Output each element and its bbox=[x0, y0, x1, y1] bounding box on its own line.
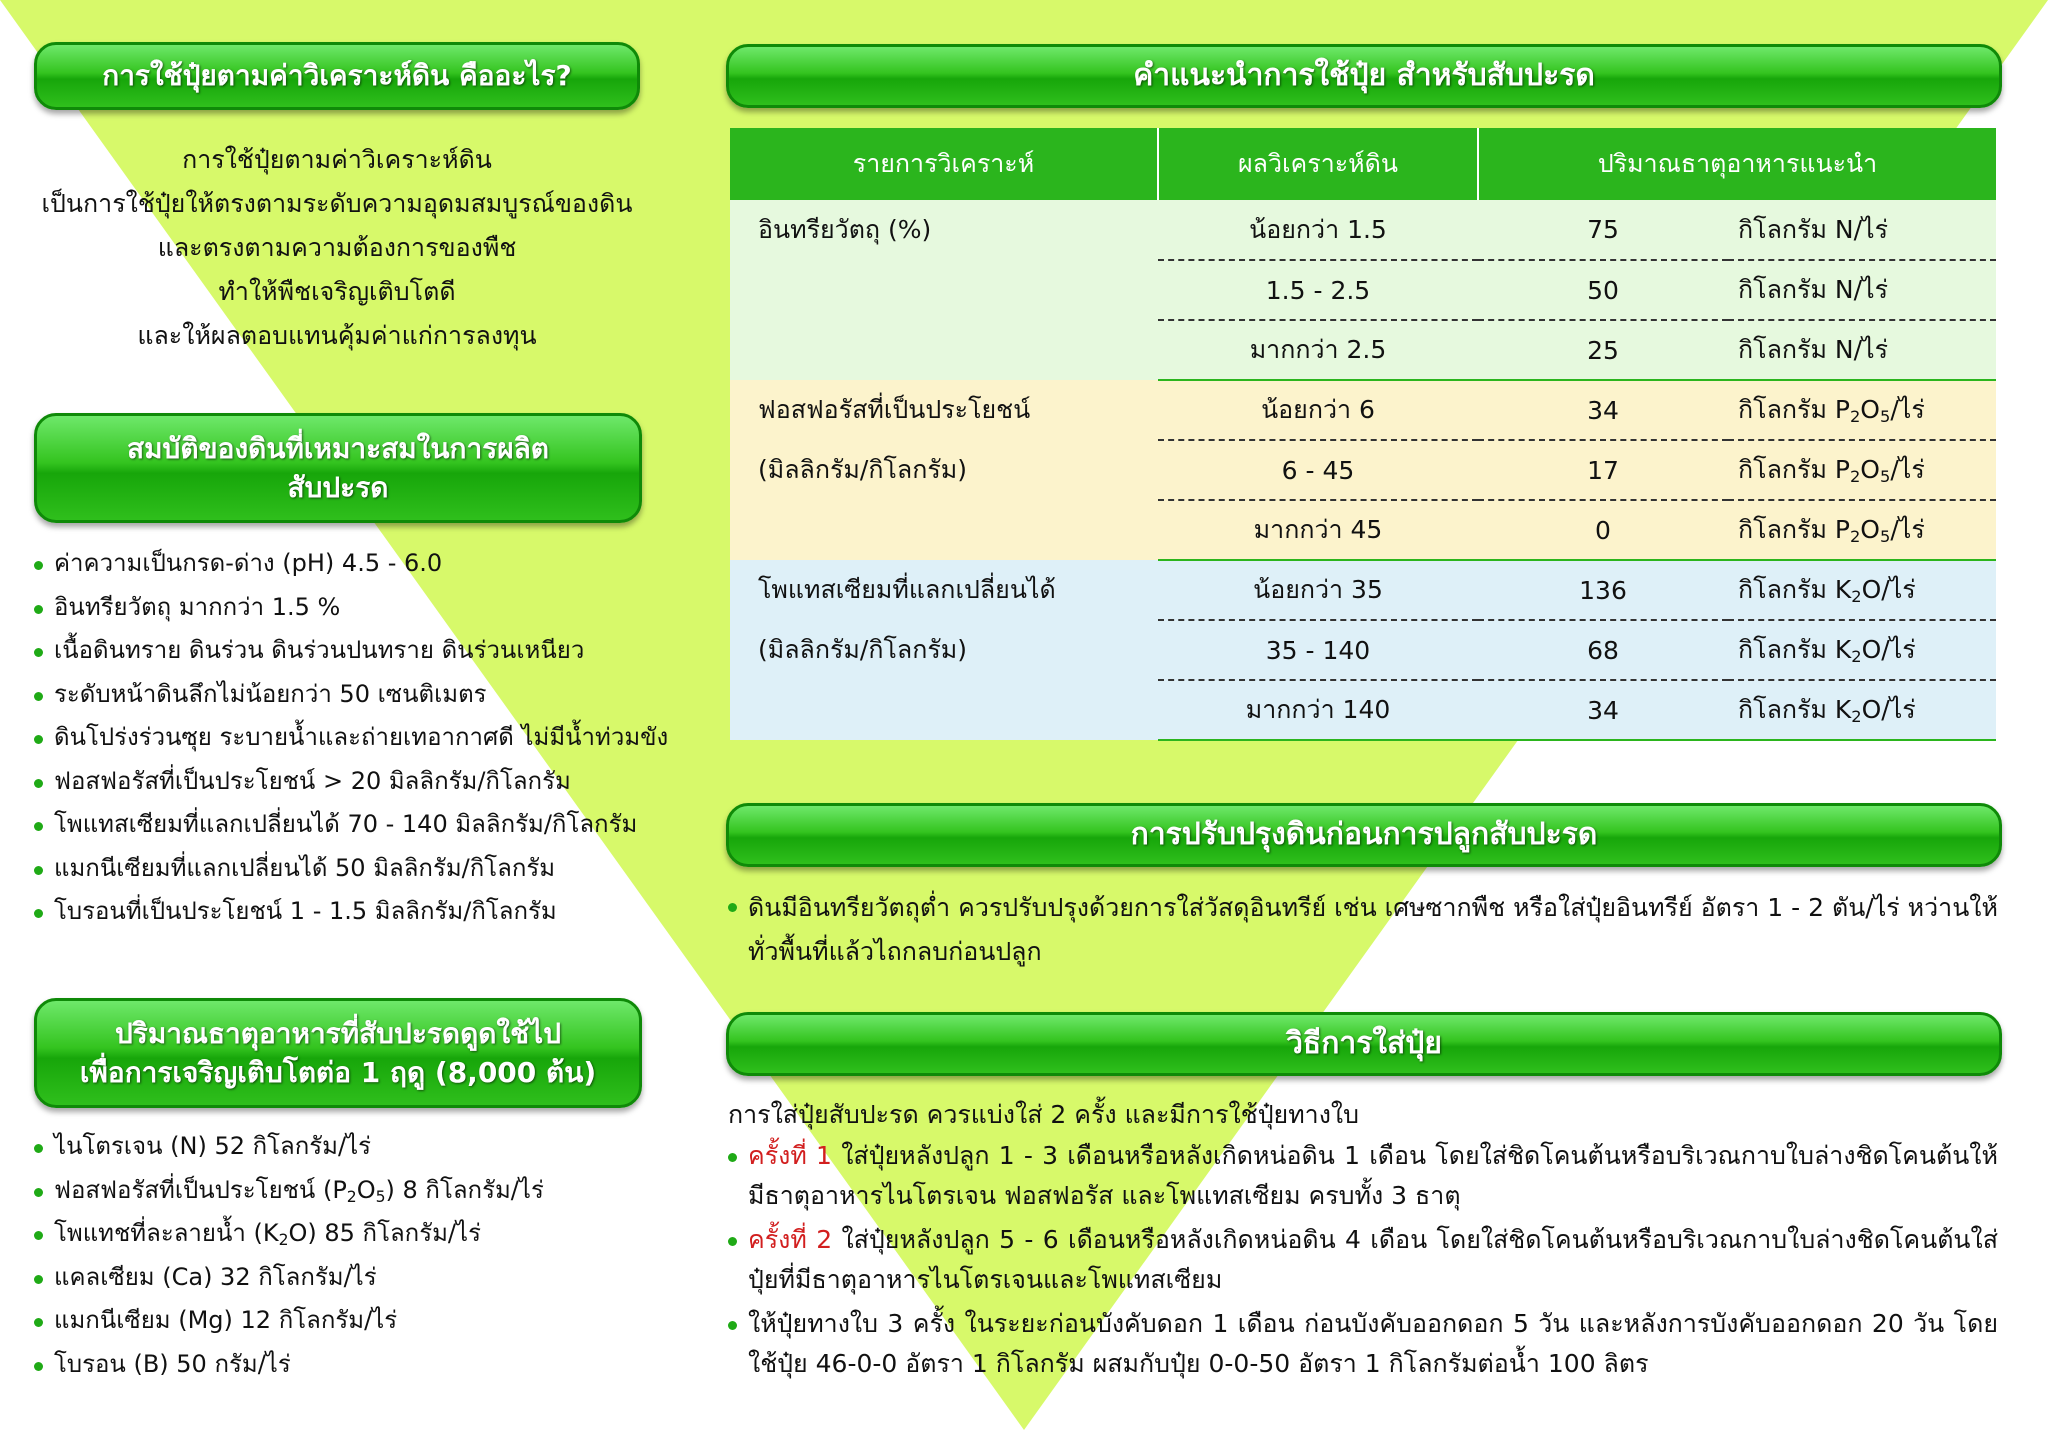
list-item: ค่าความเป็นกรด-ด่าง (pH) 4.5 - 6.0 bbox=[32, 542, 662, 586]
recommend-table bbox=[730, 128, 1996, 741]
list-item: ให้ปุ๋ยทางใบ 3 ครั้ง ในระยะก่อนบังคับดอก 1 เดือน ก่อนบังคับออกดอก 5 วัน และหลังการบังคับออกดอก 20 วัน โดยใช้ปุ๋ย 46-0-0 อัตรา 1 กิโลกรัม ผสมกับปุ๋ย 0-0-50 อัตรา 1 กิโลกรัมต่อน้ำ 100 ลิตร bbox=[728, 1304, 1998, 1384]
table-row bbox=[730, 200, 1996, 260]
table-row bbox=[730, 560, 1996, 620]
what-is-banner bbox=[34, 42, 640, 110]
amount-cell: 0 bbox=[1478, 500, 1728, 560]
recommend-table-wrap bbox=[730, 128, 1996, 741]
method-intro: การใส่ปุ๋ยสับปะรด ควรแบ่งใส่ 2 ครั้ง และมีการใช้ปุ๋ยทางใบ bbox=[728, 1100, 1360, 1129]
amount-cell: 25 bbox=[1478, 320, 1728, 380]
unit-cell: กิโลกรัม N/ไร่ bbox=[1728, 320, 1996, 380]
unit-cell: กิโลกรัม $P_2O_5/$ไร่ bbox=[1728, 440, 1996, 500]
amount-cell: 34 bbox=[1478, 680, 1728, 740]
col-header-result: ผลวิเคราะห์ดิน bbox=[1158, 128, 1478, 200]
uptake-section bbox=[34, 998, 642, 1108]
list-item: โบรอน (B) 50 กรัม/ไร่ bbox=[32, 1343, 652, 1387]
improve-list bbox=[728, 886, 1998, 974]
amount-cell: 68 bbox=[1478, 620, 1728, 680]
what-is-line: การใช้ปุ๋ยตามค่าวิเคราะห์ดิน bbox=[182, 145, 492, 174]
method-banner bbox=[726, 1012, 2002, 1076]
list-item: ครั้งที่ 1 ใส่ปุ๋ยหลังปลูก 1 - 3 เดือนหรือหลังเกิดหน่อดิน 1 เดือน โดยใส่ชิดโคนต้นหรือบริเวณกาบใบล่างชิดโคนต้นให้มีธาตุอาหารไนโตรเจน ฟอสฟอรัส และโพแทสเซียม ครบทั้ง 3 ธาตุ bbox=[728, 1136, 1998, 1216]
list-item: ไนโตรเจน (N) 52 กิโลกรัม/ไร่ bbox=[32, 1125, 652, 1169]
unit-cell: กิโลกรัม $K_2O/$ไร่ bbox=[1728, 560, 1996, 620]
result-cell: 35 - 140 bbox=[1158, 620, 1478, 680]
unit-cell: กิโลกรัม $K_2O/$ไร่ bbox=[1728, 620, 1996, 680]
unit-cell: กิโลกรัม $P_2O_5/$ไร่ bbox=[1728, 500, 1996, 560]
unit-cell: กิโลกรัม N/ไร่ bbox=[1728, 260, 1996, 320]
step-label: ครั้งที่ 2 bbox=[748, 1225, 833, 1254]
amount-cell: 50 bbox=[1478, 260, 1728, 320]
what-is-line: เป็นการใช้ปุ๋ยให้ตรงตามระดับความอุดมสมบูรณ์ของดิน bbox=[41, 189, 633, 218]
col-header-analysis: รายการวิเคราะห์ bbox=[730, 128, 1158, 200]
analysis-name: โพแทสเซียมที่แลกเปลี่ยนได้ (มิลลิกรัม/กิโลกรัม) bbox=[730, 560, 1158, 740]
list-item: ดินมีอินทรียวัตถุต่ำ ควรปรับปรุงด้วยการใส่วัสดุอินทรีย์ เช่น เศษซากพืช หรือใส่ปุ๋ยอินทรีย์ อัตรา 1 - 2 ตัน/ไร่ หว่านให้ทั่วพื้นที่แล้วไถกลบก่อนปลูก bbox=[728, 886, 1998, 974]
list-item: โบรอนที่เป็นประโยชน์ 1 - 1.5 มิลลิกรัม/กิโลกรัม bbox=[32, 890, 662, 934]
what-is-line: และตรงตามความต้องการของพืช bbox=[157, 233, 517, 262]
result-cell: มากกว่า 45 bbox=[1158, 500, 1478, 560]
recommend-heading: คำแนะนำการใช้ปุ๋ย สำหรับสับปะรด bbox=[1133, 58, 1595, 93]
list-item: แมกนีเซียมที่แลกเปลี่ยนได้ 50 มิลลิกรัม/กิโลกรัม bbox=[32, 847, 662, 891]
unit-cell: กิโลกรัม $K_2O/$ไร่ bbox=[1728, 680, 1996, 740]
what-is-paragraph bbox=[20, 138, 654, 358]
unit-cell: กิโลกรัม N/ไร่ bbox=[1728, 200, 1996, 260]
result-cell: น้อยกว่า 1.5 bbox=[1158, 200, 1478, 260]
list-item: ครั้งที่ 2 ใส่ปุ๋ยหลังปลูก 5 - 6 เดือนหรือหลังเกิดหน่อดิน 4 เดือน โดยใส่ชิดโคนต้นหรือบริเวณกาบใบล่างชิดโคนต้นใส่ปุ๋ยที่มีธาตุอาหารไนโตรเจนและโพแทสเซียม bbox=[728, 1220, 1998, 1300]
result-cell: มากกว่า 2.5 bbox=[1158, 320, 1478, 380]
soil-props-list bbox=[32, 542, 669, 934]
list-item: เนื้อดินทราย ดินร่วน ดินร่วนปนทราย ดินร่วนเหนียว bbox=[32, 629, 662, 673]
what-is-line: ทำให้พืชเจริญเติบโตดี bbox=[218, 277, 456, 306]
list-item: อินทรียวัตถุ มากกว่า 1.5 % bbox=[32, 586, 662, 630]
list-item: แคลเซียม (Ca) 32 กิโลกรัม/ไร่ bbox=[32, 1256, 652, 1300]
what-is-section bbox=[34, 42, 640, 110]
amount-cell: 17 bbox=[1478, 440, 1728, 500]
amount-cell: 136 bbox=[1478, 560, 1728, 620]
list-item: ระดับหน้าดินลึกไม่น้อยกว่า 50 เซนติเมตร bbox=[32, 673, 662, 717]
list-item: ดินโปร่งร่วนซุย ระบายน้ำและถ่ายเทอากาศดี ไม่มีน้ำท่วมขัง bbox=[32, 716, 662, 760]
uptake-banner bbox=[34, 998, 642, 1108]
soil-props-banner bbox=[34, 413, 642, 523]
analysis-name: อินทรียวัตถุ (%) bbox=[730, 200, 1158, 380]
list-item: ฟอสฟอรัสที่เป็นประโยชน์ $(P_2O_5)$ 8 กิโลกรัม/ไร่ bbox=[32, 1169, 652, 1213]
table-row bbox=[730, 380, 1996, 440]
list-item: ฟอสฟอรัสที่เป็นประโยชน์ > 20 มิลลิกรัม/กิโลกรัม bbox=[32, 760, 662, 804]
unit-cell: กิโลกรัม $P_2O_5/$ไร่ bbox=[1728, 380, 1996, 440]
method-list bbox=[728, 1136, 1998, 1384]
col-header-recommend: ปริมาณธาตุอาหารแนะนำ bbox=[1478, 128, 1996, 200]
uptake-heading-line2: เพื่อการเจริญเติบโตต่อ 1 ฤดู (8,000 ต้น) bbox=[79, 1056, 597, 1089]
result-cell: มากกว่า 140 bbox=[1158, 680, 1478, 740]
soil-props-heading-line2: สับปะรด bbox=[287, 471, 389, 504]
list-item: โพแทชที่ละลายน้ำ $(K_2O)$ 85 กิโลกรัม/ไร่ bbox=[32, 1212, 652, 1256]
uptake-list bbox=[32, 1125, 652, 1386]
what-is-line: และให้ผลตอบแทนคุ้มค่าแก่การลงทุน bbox=[137, 321, 537, 350]
improve-heading: การปรับปรุงดินก่อนการปลูกสับปะรด bbox=[1130, 817, 1598, 852]
list-item: แมกนีเซียม (Mg) 12 กิโลกรัม/ไร่ bbox=[32, 1299, 652, 1343]
result-cell: 6 - 45 bbox=[1158, 440, 1478, 500]
step-label: ครั้งที่ 1 bbox=[748, 1141, 832, 1170]
table-header-row bbox=[730, 128, 1996, 200]
soil-props-section bbox=[34, 413, 642, 523]
recommend-banner bbox=[726, 44, 2002, 108]
recommend-section bbox=[726, 44, 2002, 108]
result-cell: น้อยกว่า 6 bbox=[1158, 380, 1478, 440]
amount-cell: 34 bbox=[1478, 380, 1728, 440]
amount-cell: 75 bbox=[1478, 200, 1728, 260]
result-cell: น้อยกว่า 35 bbox=[1158, 560, 1478, 620]
improve-section bbox=[726, 803, 2002, 867]
list-item: โพแทสเซียมที่แลกเปลี่ยนได้ 70 - 140 มิลลิกรัม/กิโลกรัม bbox=[32, 803, 662, 847]
improve-banner bbox=[726, 803, 2002, 867]
method-section bbox=[726, 1012, 2002, 1076]
what-is-heading: การใช้ปุ๋ยตามค่าวิเคราะห์ดิน คืออะไร? bbox=[102, 59, 572, 93]
method-heading: วิธีการใส่ปุ๋ย bbox=[1286, 1026, 1442, 1061]
uptake-heading-line1: ปริมาณธาตุอาหารที่สับปะรดดูดใช้ไป bbox=[115, 1016, 561, 1050]
soil-props-heading-line1: สมบัติของดินที่เหมาะสมในการผลิต bbox=[127, 431, 549, 465]
method-body bbox=[728, 1094, 1998, 1384]
analysis-name: ฟอสฟอรัสที่เป็นประโยชน์ (มิลลิกรัม/กิโลกรัม) bbox=[730, 380, 1158, 560]
result-cell: 1.5 - 2.5 bbox=[1158, 260, 1478, 320]
